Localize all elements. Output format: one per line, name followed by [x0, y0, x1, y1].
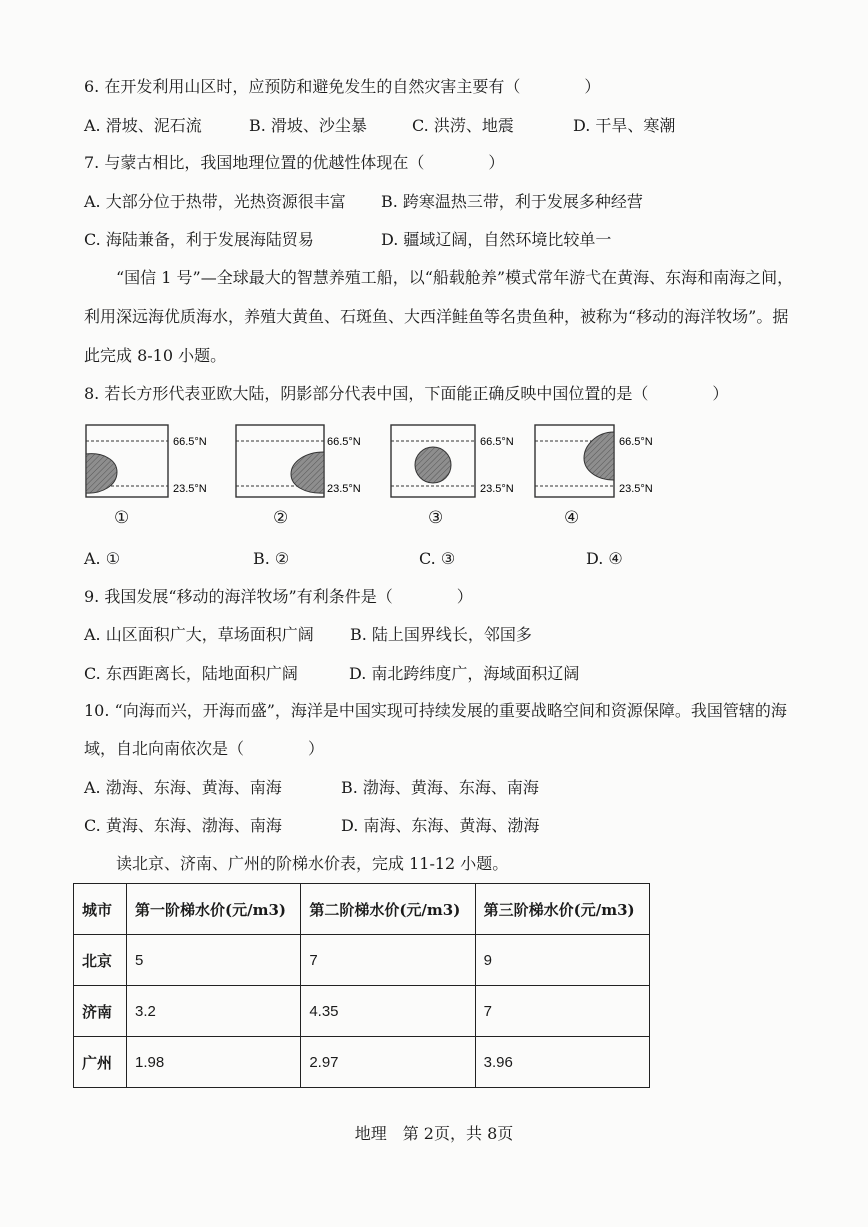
table-header-row	[74, 884, 650, 935]
q9-option-b: B. 陆上国界线长，邻国多	[350, 625, 532, 644]
table-cell-tier2: 4.35	[301, 986, 475, 1037]
q8-figure-4-number: ④	[564, 508, 580, 528]
q6-option-d: D. 干旱、寒潮	[573, 116, 676, 135]
q6-option-a: A. 滑坡、泥石流	[84, 116, 202, 135]
table-cell-tier3: 3.96	[475, 1037, 649, 1088]
table-cell-city: 北京	[74, 935, 127, 986]
table-header-tier3: 第三阶梯水价(元/m3)	[475, 884, 649, 935]
q9-stem: 9. 我国发展“移动的海洋牧场”有利条件是（ ）	[84, 587, 473, 606]
q8-option-c: C. ③	[419, 549, 456, 568]
table-row	[74, 935, 650, 986]
q8-figure-2	[235, 424, 375, 498]
table-cell-tier2: 2.97	[301, 1037, 475, 1088]
q8-fig3-lat-top: 66.5°N	[480, 436, 514, 448]
q8-figure-3-number: ③	[428, 508, 444, 528]
passage1-line2: 利用深远海优质海水，养殖大黄鱼、石斑鱼、大西洋鲑鱼等名贵鱼种，被称为“移动的海洋牧场”。据	[84, 307, 789, 326]
table-header-tier2: 第二阶梯水价(元/m3)	[301, 884, 475, 935]
q8-figure-3-svg	[390, 424, 530, 498]
q7-option-d: D. 疆域辽阔，自然环境比较单一	[381, 230, 612, 249]
q7-option-c: C. 海陆兼备，利于发展海陆贸易	[84, 230, 314, 249]
table-cell-city: 济南	[74, 986, 127, 1037]
q10-stem-line2: 域，自北向南依次是（ ）	[84, 739, 325, 758]
table-cell-tier3: 9	[475, 935, 649, 986]
q8-figure-3	[390, 424, 530, 498]
table-cell-tier2: 7	[301, 935, 475, 986]
water-price-table	[73, 883, 650, 1088]
q10-option-c: C. 黄海、东海、渤海、南海	[84, 816, 282, 835]
q8-figure-1-svg	[85, 424, 225, 498]
q8-figure-1-number: ①	[114, 508, 130, 528]
q9-option-d: D. 南北跨纬度广，海域面积辽阔	[349, 664, 580, 683]
table-cell-tier3: 7	[475, 986, 649, 1037]
q8-option-a: A. ①	[84, 549, 121, 568]
q10-option-a: A. 渤海、东海、黄海、南海	[84, 778, 282, 797]
table-header-tier1: 第一阶梯水价(元/m3)	[127, 884, 301, 935]
q10-stem-line1: 10. “向海而兴，开海而盛”，海洋是中国实现可持续发展的重要战略空间和资源保障。我国管辖的海	[84, 701, 787, 720]
q7-stem: 7. 与蒙古相比，我国地理位置的优越性体现在（ ）	[84, 153, 505, 172]
q8-fig2-lat-bottom: 23.5°N	[327, 483, 361, 495]
q8-fig3-lat-bottom: 23.5°N	[480, 483, 514, 495]
table-row	[74, 1037, 650, 1088]
q8-fig1-lat-bottom: 23.5°N	[173, 483, 207, 495]
q8-figure-2-svg	[235, 424, 375, 498]
q9-option-a: A. 山区面积广大，草场面积广阔	[84, 625, 314, 644]
q6-option-c: C. 洪涝、地震	[412, 116, 514, 135]
passage1-line3: 此完成 8-10 小题。	[84, 346, 227, 365]
q6-option-b: B. 滑坡、沙尘暴	[249, 116, 367, 135]
page-footer: 地理 第 2页，共 8页	[354, 1124, 514, 1143]
q10-option-d: D. 南海、东海、黄海、渤海	[341, 816, 540, 835]
table-cell-city: 广州	[74, 1037, 127, 1088]
q8-stem: 8. 若长方形代表亚欧大陆，阴影部分代表中国，下面能正确反映中国位置的是（ ）	[84, 384, 729, 403]
q6-stem: 6. 在开发利用山区时，应预防和避免发生的自然灾害主要有（ ）	[84, 77, 601, 96]
q8-fig2-lat-top: 66.5°N	[327, 436, 361, 448]
q7-option-a: A. 大部分位于热带，光热资源很丰富	[84, 192, 346, 211]
table-cell-tier1: 3.2	[127, 986, 301, 1037]
q8-figure-4	[534, 424, 674, 498]
q8-fig4-lat-top: 66.5°N	[619, 436, 653, 448]
q9-option-c: C. 东西距离长，陆地面积广阔	[84, 664, 298, 683]
q8-fig4-lat-bottom: 23.5°N	[619, 483, 653, 495]
q10-option-b: B. 渤海、黄海、东海、南海	[341, 778, 539, 797]
q8-figure-2-number: ②	[273, 508, 289, 528]
q8-option-d: D. ④	[586, 549, 623, 568]
q8-option-b: B. ②	[253, 549, 290, 568]
table-cell-tier1: 5	[127, 935, 301, 986]
passage1-line1: “国信 1 号”—全球最大的智慧养殖工船，以“船载舱养”模式常年游弋在黄海、东海和南海之间，	[116, 268, 794, 287]
table-cell-tier1: 1.98	[127, 1037, 301, 1088]
q8-fig1-lat-top: 66.5°N	[173, 436, 207, 448]
table-header-city: 城市	[74, 884, 127, 935]
q8-figure-4-svg	[534, 424, 674, 498]
table-row	[74, 986, 650, 1037]
passage2: 读北京、济南、广州的阶梯水价表，完成 11-12 小题。	[116, 854, 509, 873]
q8-figure-1	[85, 424, 225, 498]
q7-option-b: B. 跨寒温热三带，利于发展多种经营	[381, 192, 643, 211]
